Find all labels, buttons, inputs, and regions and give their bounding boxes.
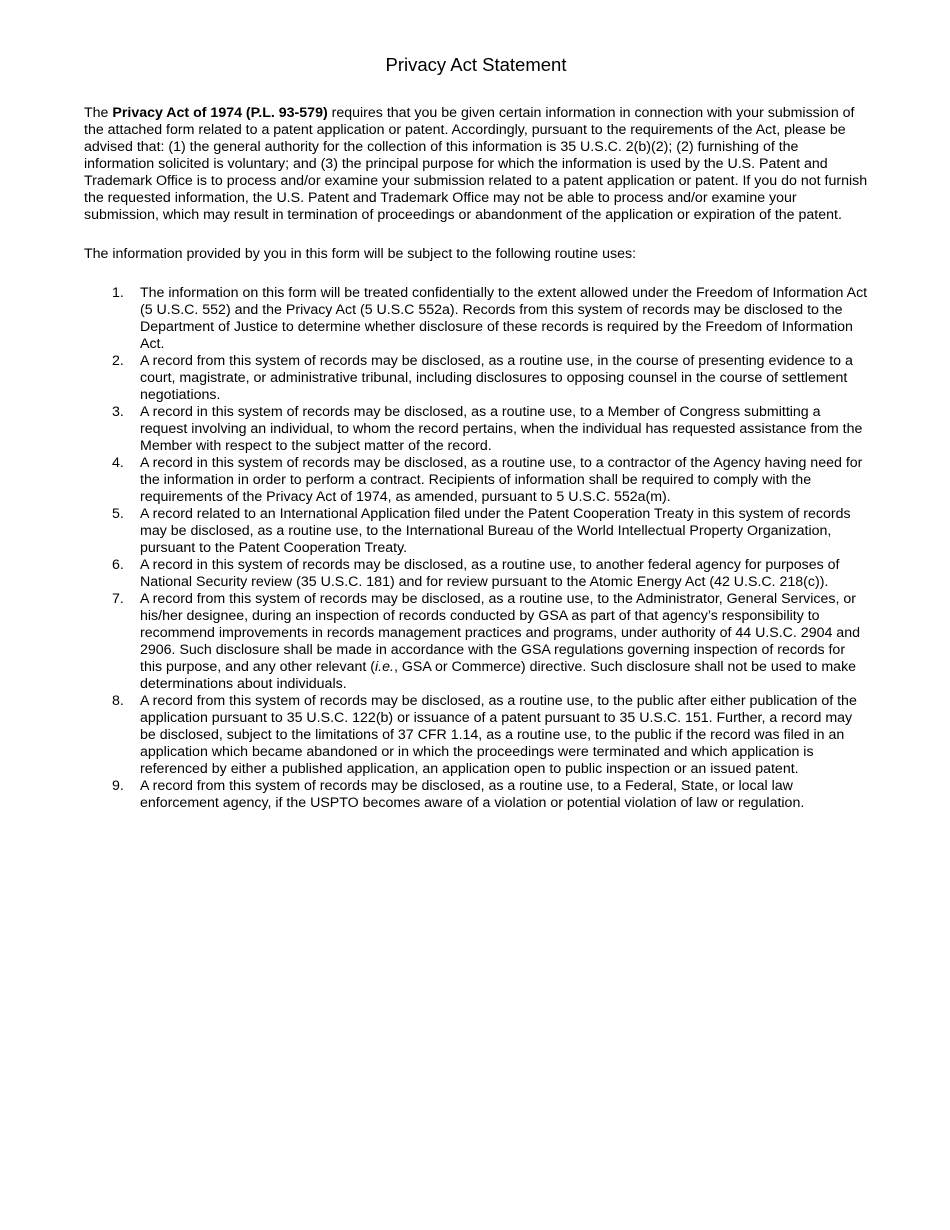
intro-body: requires that you be given certain information in connection with your submission of the attached form related to a patent application or patent. Accordingly, pursuant to the requirements of the Act, please be advised that: (1) the general authority for the collection of this information is 35 U.S.C. 2(b)(2); (2) furnishing of the information solicited is voluntary; and (3) the principal purpose for which the information is used by the U.S. Patent and Trademark Office is to process and/or examine your submission related to a patent application or patent. If you do not furnish the requested information, the U.S. Patent and Trademark Office may not be able to process and/or examine your submission, which may result in termination of proceedings or abandonment of the application or expiration of the patent. — [84, 105, 868, 223]
list-item-text: The information on this form will be treated confidentially to the extent allowed under the Freedom of Information Act (5 U.S.C. 552) and the Privacy Act (5 U.S.C 552a). Records from this system of records may be disclosed to the Department of Justice to determine whether disclosure of these records is required by the Freedom of Information Act. — [140, 285, 868, 352]
list-item-text: A record in this system of records may be disclosed, as a routine use, to a Member of Congress submitting a request involving an individual, to whom the record pertains, when the individual has requested assistance from the Member with respect to the subject matter of the record. — [140, 404, 863, 454]
privacy-act-document — [84, 54, 868, 812]
list-item-italic: i.e. — [375, 659, 394, 675]
list-item-number: 5. — [112, 506, 124, 522]
list-item — [84, 557, 868, 591]
list-item-number: 2. — [112, 353, 124, 369]
list-item-number: 7. — [112, 591, 124, 607]
list-item — [84, 404, 868, 455]
list-item — [84, 778, 868, 812]
list-item-text: A record from this system of records may be disclosed, as a routine use, to the public after either publication of the application pursuant to 35 U.S.C. 122(b) or issuance of a patent pursuant to 35 U.S.C. 151. Further, a record may be disclosed, subject to the limitations of 37 CFR 1.14, as a routine use, to the public if the record was filed in an application which became abandoned or in which the proceedings were terminated and which application is referenced by either a published application, an application open to public inspection or an issued patent. — [140, 693, 857, 777]
list-item-text-part: , GSA or Commerce) directive. Such disclosure shall not be used to make determinations about individuals. — [140, 659, 857, 692]
list-item-text: A record from this system of records may be disclosed, as a routine use, in the course of presenting evidence to a court, magistrate, or administrative tribunal, including disclosures to opposing counsel in the course of settlement negotiations. — [140, 353, 853, 403]
intro-lead: The — [84, 105, 113, 121]
list-item-text-part: A record from this system of records may be disclosed, as a routine use, to the Administrator, General Services, or his/her designee, during an inspection of records conducted by GSA as part of that agency’s responsibility to recommend improvements in records management practices and programs, under authority of 44 U.S.C. 2904 and 2906. Such disclosure shall be made in accordance with the GSA regulations governing inspection of records for this purpose, and any other relevant ( — [140, 591, 860, 675]
list-item-number: 9. — [112, 778, 124, 794]
routine-uses-list — [84, 285, 868, 812]
list-item-text: A record in this system of records may be disclosed, as a routine use, to a contractor of the Agency having need for the information in order to perform a contract. Recipients of information shall be required to comply with the requirements of the Privacy Act of 1974, as amended, pursuant to 5 U.S.C. 552a(m). — [140, 455, 863, 505]
list-item — [84, 455, 868, 506]
list-item-number: 4. — [112, 455, 124, 471]
list-item — [84, 353, 868, 404]
list-item-number: 6. — [112, 557, 124, 573]
intro-act-name: Privacy Act of 1974 (P.L. 93-579) — [112, 105, 328, 121]
list-item — [84, 693, 868, 778]
intro-paragraph — [84, 105, 868, 224]
list-item — [84, 591, 868, 693]
list-item-text: A record related to an International Application filed under the Patent Cooperation Treaty in this system of records may be disclosed, as a routine use, to the International Bureau of the World Intellectual Property Organization, pursuant to the Patent Cooperation Treaty. — [140, 506, 851, 556]
routine-uses-intro: The information provided by you in this form will be subject to the following routine uses: — [84, 246, 637, 262]
list-item-text — [140, 591, 860, 692]
list-item-text: A record in this system of records may be disclosed, as a routine use, to another federal agency for purposes of National Security review (35 U.S.C. 181) and for review pursuant to the Atomic Energy Act (42 U.S.C. 218(c)). — [140, 557, 840, 590]
list-item — [84, 285, 868, 353]
list-item-number: 8. — [112, 693, 124, 709]
list-item-number: 3. — [112, 404, 124, 420]
list-item-number: 1. — [112, 285, 124, 301]
list-item — [84, 506, 868, 557]
page-title: Privacy Act Statement — [385, 54, 567, 75]
list-item-text: A record from this system of records may be disclosed, as a routine use, to a Federal, State, or local law enforcement agency, if the USPTO becomes aware of a violation or potential violation of law or regulation. — [140, 778, 805, 811]
